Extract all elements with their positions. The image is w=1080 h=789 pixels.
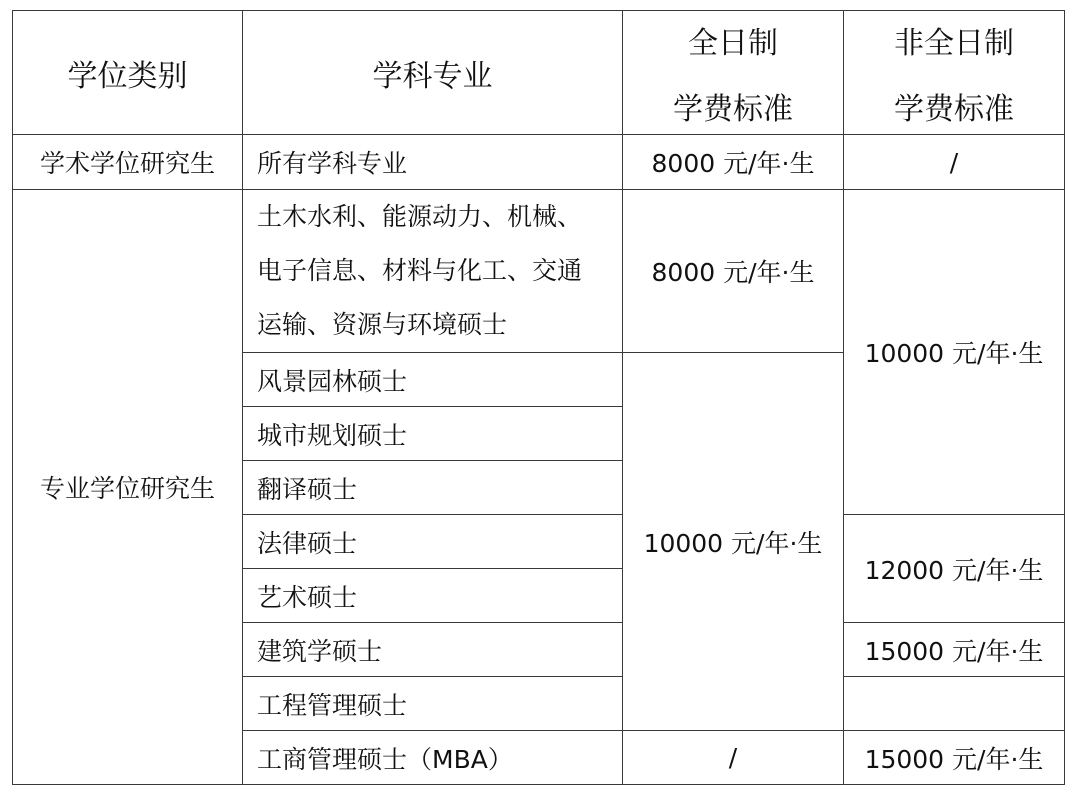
header-fulltime-line1: 全日制 [688,25,778,61]
academic-major: 所有学科专业 [243,135,623,190]
mba-parttime-fee: 15000 元/年·生 [844,731,1065,785]
professional-category: 专业学位研究生 [13,190,243,785]
placeholder-parttime [844,677,1065,731]
major-mba: 工商管理硕士（MBA） [243,731,623,785]
group1-line-3: 运输、资源与环境硕士 [257,310,508,339]
group1-line-1: 土木水利、能源动力、机械、 [257,202,583,231]
major-landscape: 风景园林硕士 [243,353,623,407]
header-parttime-line2: 学费标准 [894,91,1014,127]
professional-row-group1 [13,190,1065,353]
academic-parttime-fee: / [844,135,1065,190]
group1-line-2: 电子信息、材料与化工、交通 [257,256,583,285]
header-major: 学科专业 [243,11,623,135]
parttime-fee-b: 12000 元/年·生 [844,515,1065,623]
parttime-fee-a: 10000 元/年·生 [844,190,1065,515]
header-degree-type: 学位类别 [13,11,243,135]
group2-fulltime-fee: 10000 元/年·生 [623,353,844,731]
mba-fulltime-fee: / [623,731,844,785]
major-law: 法律硕士 [243,515,623,569]
group1-majors [243,190,623,353]
header-parttime-fee [844,11,1065,135]
tuition-fee-table [12,10,1065,785]
major-architecture: 建筑学硕士 [243,623,623,677]
academic-category: 学术学位研究生 [13,135,243,190]
major-art: 艺术硕士 [243,569,623,623]
header-fulltime-fee [623,11,844,135]
major-urban-planning: 城市规划硕士 [243,407,623,461]
major-translation: 翻译硕士 [243,461,623,515]
academic-row [13,135,1065,190]
major-engineering-management: 工程管理硕士 [243,677,623,731]
header-row [13,11,1065,135]
header-fulltime-line2: 学费标准 [673,91,793,127]
academic-fulltime-fee: 8000 元/年·生 [623,135,844,190]
parttime-fee-c: 15000 元/年·生 [844,623,1065,677]
group1-fulltime-fee: 8000 元/年·生 [623,190,844,353]
header-parttime-line1: 非全日制 [894,25,1014,61]
